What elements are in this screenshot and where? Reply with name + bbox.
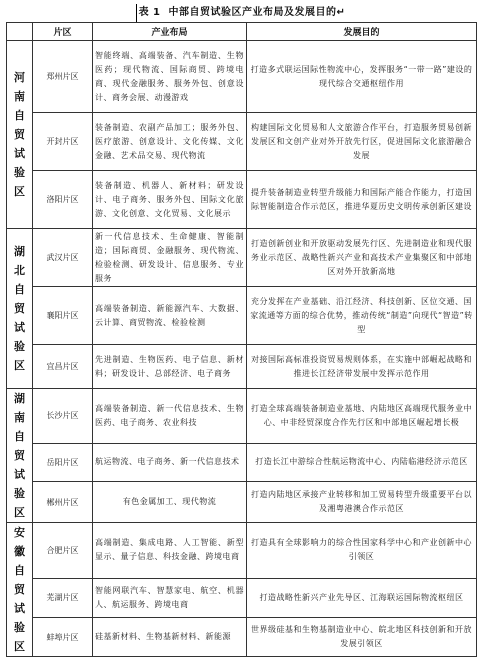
industry-text: 先进制造、生物医药、电子信息、新材料；研发设计、总部经济、电子商务: [95, 354, 244, 378]
area-cell: [33, 229, 93, 287]
industry-text: 硅基新材料、生物基新材料、新能源: [95, 632, 231, 642]
industry-cell: [93, 345, 247, 389]
area-cell: [33, 41, 93, 113]
zone-cell-hubei: [7, 229, 33, 389]
goal-cell: [247, 389, 477, 444]
area-name: 长沙片区: [46, 411, 79, 421]
industry-text: 高端制造、集成电路、人工智能、新型显示、量子信息、科技金融、跨境电商: [95, 538, 244, 562]
industry-cell: [93, 41, 247, 113]
table-row: [7, 443, 477, 481]
area-name: 蚌埠片区: [46, 632, 79, 642]
industry-cell: [93, 578, 247, 618]
goal-text: 提升装备制造业转型升级能力和国际产能合作能力，打造国际智能制造合作示范区，推进华夏历史文明传承创新区建设: [251, 187, 472, 211]
goal-text: 打造长江中游综合性航运物流中心、内陆临港经济示范区: [255, 457, 468, 467]
industry-text: 航运物流、电子商务、新一代信息技术: [95, 457, 240, 467]
area-name: 岳阳片区: [46, 457, 79, 467]
goal-text: 对接国际高标准投资贸易规则体系，在实施中部崛起战略和推进长江经济带发展中发挥示范作用: [251, 354, 472, 378]
goal-text: 打造全球高端装备制造业基地、内陆地区高端现代服务业中心、中非经贸深度合作先行区和中部地区崛起增长极: [251, 403, 472, 427]
table-row: [7, 41, 477, 113]
area-name: 武汉片区: [46, 253, 79, 262]
goal-text: 世界级硅基和生物基制造业中心、皖北地区科技创新和开放发展引领区: [251, 625, 472, 649]
table-row: [7, 113, 477, 171]
goal-cell: [247, 345, 477, 389]
table-row: [7, 287, 477, 345]
table-row: [7, 229, 477, 287]
goal-text: 打造内陆地区承接产业转移和加工贸易转型升级重要平台以及湘粤港澳合作示范区: [251, 490, 472, 514]
industry-text: 高端装备制造、新一代信息技术、生物医药、电子商务、农业科技: [95, 403, 244, 427]
goal-cell: [247, 523, 477, 579]
header-industry: 产业布局: [93, 23, 247, 41]
industry-cell: [93, 443, 247, 481]
area-name: 宜昌片区: [46, 362, 79, 371]
goal-cell: [247, 618, 477, 657]
table-row: [7, 618, 477, 657]
area-name: 襄阳片区: [46, 311, 79, 320]
industry-cell: [93, 287, 247, 345]
area-name: 芜湖片区: [46, 593, 79, 603]
area-cell: [33, 171, 93, 229]
area-cell: [33, 113, 93, 171]
industry-cell: [93, 171, 247, 229]
zone-name: 湖南自贸试验区: [14, 392, 25, 519]
area-name: 合肥片区: [46, 545, 79, 555]
goal-cell: [247, 482, 477, 523]
zone-name: 河南自贸试验区: [14, 71, 25, 198]
goal-cell: [247, 287, 477, 345]
goal-text: 打造创新创业和开放驱动发展先行区、先进制造业和现代服务业示范区、战略性新兴产业和高技术产业集聚区和中部地区对外开放新高地: [251, 238, 472, 276]
industry-text: 智能终端、高端装备、汽车制造、生物医药；现代物流、国际商贸、跨境电商、现代金融服务、服务外包、创意设计、商务会展、动漫游戏: [95, 50, 244, 102]
industry-text: 高端装备制造、新能源汽车、大数据、云计算、商贸物流、检验检测: [95, 303, 244, 327]
table-row: [7, 482, 477, 523]
caption-return-mark: ↵: [336, 7, 346, 18]
area-name: 郑州片区: [46, 72, 79, 81]
zone-cell-hunan: [7, 389, 33, 523]
area-name: 开封片区: [46, 137, 79, 146]
zone-cell-anhui: [7, 523, 33, 657]
table-caption: [0, 4, 481, 22]
industry-text: 装备制造、农副产品加工；服务外包、医疗旅游、创意设计、文化传媒、文化金融、艺术品交易、现代物流: [95, 122, 244, 160]
industry-cell: [93, 389, 247, 444]
zone-cell-henan: [7, 41, 33, 229]
zone-name: 安徽自贸试验区: [14, 526, 25, 653]
goal-text: 构建国际文化贸易和人文旅游合作平台，打造服务贸易创新发展区和文创产业对外开放先行区，促进国际文化旅游融合发展: [251, 122, 472, 160]
industry-text: 有色金属加工、现代物流: [122, 497, 217, 507]
area-cell: [33, 345, 93, 389]
table-row: [7, 523, 477, 579]
industry-text: 装备制造、机器人、新材料；研发设计、电子商务、服务外包、国际文化旅游、文化创意、文化贸易、文化展示: [95, 180, 244, 218]
area-cell: [33, 287, 93, 345]
header-goal: 发展目的: [247, 23, 477, 41]
industry-layout-table: [6, 22, 477, 657]
goal-text: 充分发挥在产业基础、沿江经济、科技创新、区位交通、国家流通等方面的综合优势，推动传统“制造”向现代“智造”转型: [250, 296, 473, 334]
industry-cell: [93, 229, 247, 287]
industry-cell: [93, 523, 247, 579]
goal-cell: [247, 578, 477, 618]
goal-text: 打造多式联运国际性物流中心，发挥服务“一带一路”建设的现代综合交通枢纽作用: [250, 64, 473, 88]
goal-cell: [247, 443, 477, 481]
area-name: 洛阳片区: [46, 195, 79, 204]
table-row: [7, 171, 477, 229]
goal-cell: [247, 41, 477, 113]
area-cell: [33, 389, 93, 444]
goal-cell: [247, 229, 477, 287]
area-cell: [33, 443, 93, 481]
table-header-row: [7, 23, 477, 41]
goal-cell: [247, 113, 477, 171]
area-name: 郴州片区: [46, 497, 79, 507]
goal-text: 打造具有全球影响力的综合性国家科学中心和产业创新中心引领区: [251, 538, 472, 562]
industry-cell: [93, 618, 247, 657]
table-row: [7, 345, 477, 389]
area-cell: [33, 618, 93, 657]
area-cell: [33, 523, 93, 579]
goal-text: 打造战略性新兴产业先导区、江海联运国际物流枢纽区: [259, 592, 464, 602]
industry-cell: [93, 113, 247, 171]
area-cell: [33, 482, 93, 523]
industry-text: 新一代信息技术、生命健康、智能制造；国际商贸、金融服务、现代物流、检验检测、研发设计、信息服务、专业服务: [95, 231, 244, 283]
caption-inner: [136, 4, 346, 22]
header-area: 片区: [33, 23, 93, 41]
caption-number: 表 1: [138, 7, 161, 18]
caption-title: 中部自贸试验区产业布局及发展目的: [168, 7, 337, 18]
header-zone: [7, 23, 33, 41]
goal-cell: [247, 171, 477, 229]
industry-cell: [93, 482, 247, 523]
area-cell: [33, 578, 93, 618]
zone-name: 湖北自贸试验区: [14, 245, 25, 372]
table-row: [7, 389, 477, 444]
table-row: [7, 578, 477, 618]
industry-text: 智能网联汽车、智慧家电、航空、机器人、航运服务、跨境电商: [95, 585, 244, 609]
